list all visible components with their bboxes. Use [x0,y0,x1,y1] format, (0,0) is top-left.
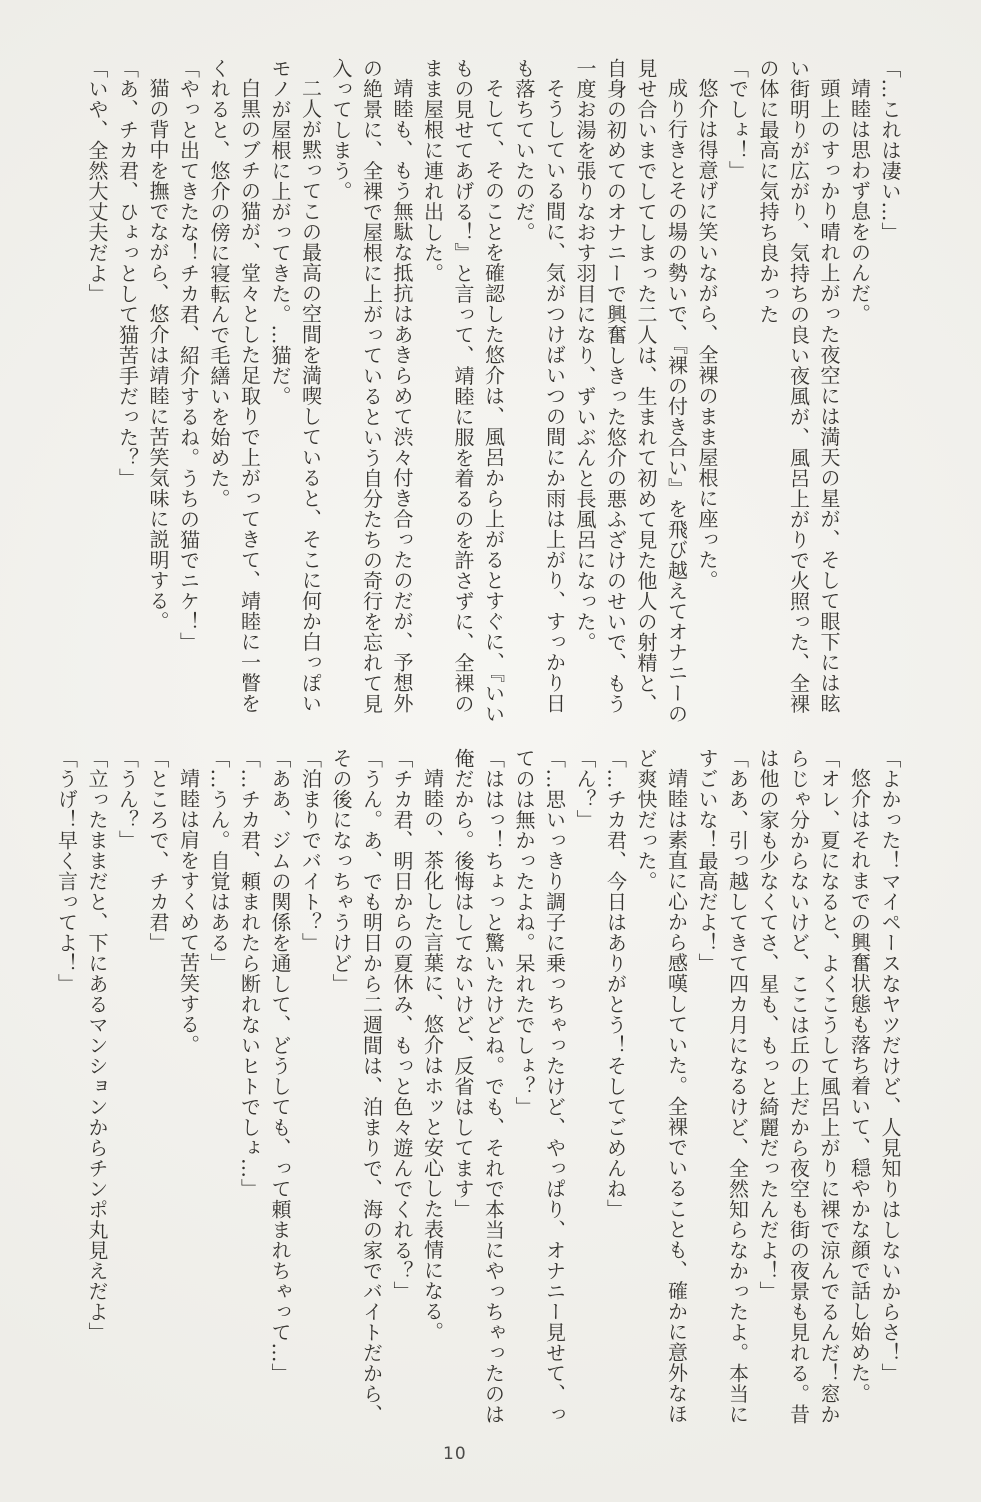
paragraph: 「泊まりでバイト？」 [298,748,323,953]
paragraph: 靖睦は思わず息をのんだ。 [847,78,872,324]
paragraph: 悠介はそれまでの興奮状態も落ち着いて、穏やかな顔で話し始めた。 [847,768,872,1404]
paragraph: 靖睦の、茶化した言葉に、悠介はホッと安心した表情になる。 [420,768,445,1342]
paragraph: 「立ったままだと、下にあるマンションからチンポ丸見えだよ」 [85,748,109,1343]
paragraph: 「チカ君、明日からの夏休み、もっと色々遊んでくれる？」 [390,748,414,1302]
paragraph: 「うげ！早く言ってよ！」 [54,748,79,994]
top-text-block [82,58,906,730]
paragraph: 「よかった！マイペースなヤツだけど、人見知りはしないからさ！」 [878,748,902,1384]
paragraph: そして、そのことを確認した悠介は、風呂から上がるとすぐに、『いいもの見せてあげる！』と言って、靖睦に服を着るのを許さずに、全裸のまま屋根に連れ出した。 [420,58,506,724]
paragraph: そうしている間に、気がつけばいつの間にか雨は上がり、すっかり日も落ちていたのだ。 [512,58,567,714]
paragraph: 「ああ、引っ越してきて四カ月になるけど、全然知らなかったよ。本当にすごいな！最高だよ！」 [695,748,750,1425]
paragraph: 「ははっ！ちょっと驚いたけどね。でも、それで本当にやっちゃったのは俺だから。後悔はしてないけど、反省はしてます」 [451,748,506,1425]
paragraph: 白黒のブチの猫が、堂々とした足取りで上がってきて、靖睦に一瞥をくれると、悠介の傍に寝転んで毛繕いを始めた。 [207,58,262,714]
paragraph: 靖睦は肩をすくめて苦笑する。 [176,768,201,1055]
page-number: 10 [443,1444,467,1464]
paragraph: 靖睦は素直に心から感嘆していた。全裸でいることも、確かに意外なほど爽快だった。 [634,748,689,1424]
paragraph: 「…チカ君、今日はありがとう！そしてごめんね」 [603,748,628,1220]
paragraph: 「オレ、夏になると、よくこうして風呂上がりに裸で涼んでるんだ！窓からじゃ分からないけど、ここは丘の上だから夜空も街の夜景も見れる。昔は他の家も少なくてさ、星も、もっと綺麗だったんだよ！」 [756,748,841,1425]
paragraph: 「…うん。自覚はある」 [207,748,231,974]
paragraph: 「ところで、チカ君」 [146,748,170,953]
paragraph: 「やっと出てきたな！チカ君、紹介するね。うちの猫でニケ！」 [176,58,201,653]
paragraph: 「…思いっきり調子に乗っちゃったけど、やっぱり、オナニー見せて、ってのは無かったよね。呆れたでしょ？」 [512,748,567,1425]
paragraph: 「いや、全然大丈夫だよ」 [85,58,109,304]
paragraph: 「でしょ！」 [725,58,750,181]
paragraph: 「うん。あ、でも明日から二週間は、泊まりで、海の家でバイトだから、その後になっちゃうけど」 [329,748,384,1425]
paragraph: 二人が黙ってこの最高の空間を満喫していると、そこに何か白っぽいモノが屋根に上がってきた。…猫だ。 [268,58,323,714]
paragraph: 猫の背中を撫でながら、悠介は靖睦に苦笑気味に説明する。 [146,78,170,632]
paragraph: 「ん？」 [573,748,597,830]
paragraph: 悠介は得意げに笑いながら、全裸のまま屋根に座った。 [695,78,719,591]
paragraph: 頭上のすっかり晴れ上がった夜空には満天の星が、そして眼下には眩い街明りが広がり、気持ちの良い夜風が、風呂上がりで火照った、全裸の体に最高に気持ち良かった [756,58,841,714]
paragraph: 成り行きとその場の勢いで、『裸の付き合い』を飛び越えてオナニーの見せ合いまでしてしまった二人は、生まれて初めて見た他人の射精と、自身の初めてのオナニーで興奮しきった悠介の悪ふざけのせいで、もう一度お湯を張りなおす羽目になり、ずいぶんと長風呂になった。 [573,58,689,724]
paragraph: 「…これは凄い…」 [878,58,902,243]
bottom-text-block [51,748,905,1438]
paragraph: 「…チカ君、頼まれたら断れないヒトでしょ…」 [237,748,262,1199]
paragraph: 「ああ、ジムの関係を通して、どうしても、って頼まれちゃって…」 [268,748,292,1384]
paragraph: 「あ、チカ君、ひょっとして猫苦手だった？」 [115,58,140,489]
paragraph: 「うん？」 [115,748,140,851]
paragraph: 靖睦も、もう無駄な抵抗はあきらめて渋々付き合ったのだが、予想外の絶景に、全裸で屋根に上がっているという自分たちの奇行を忘れて見入ってしまう。 [329,58,414,714]
